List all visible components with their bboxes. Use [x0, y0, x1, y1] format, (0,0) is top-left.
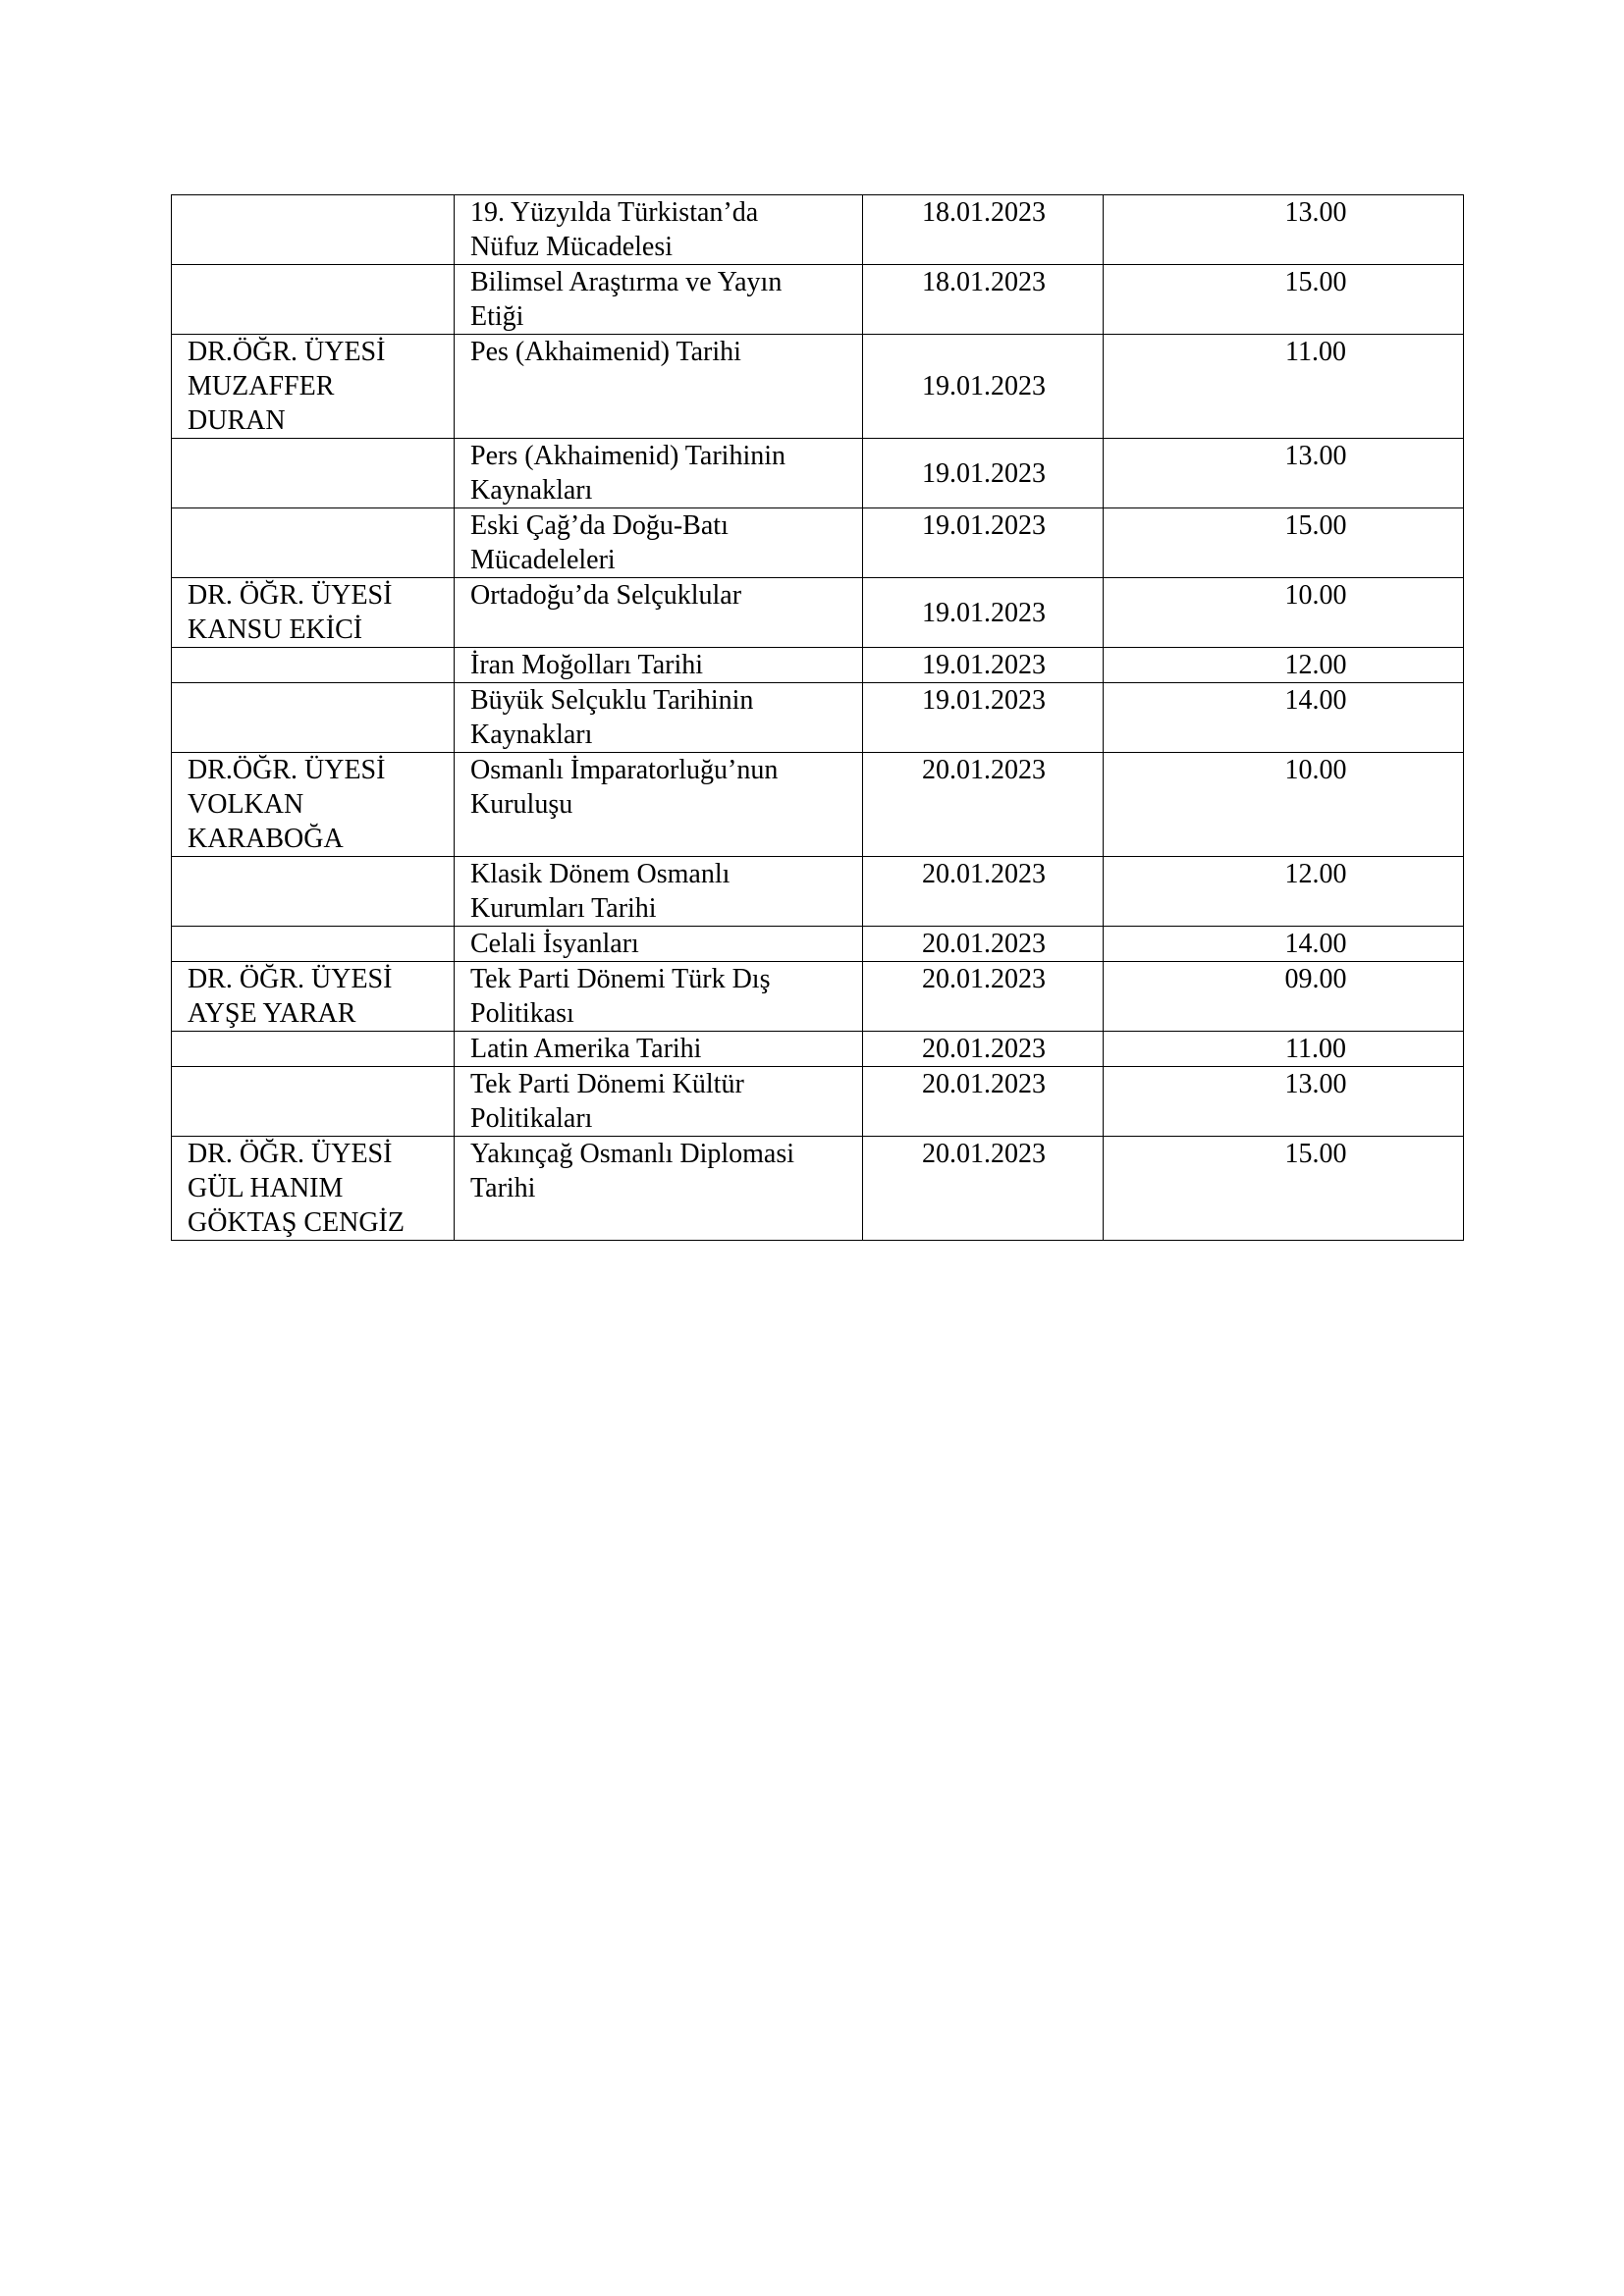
instructor-cell: [172, 1067, 455, 1137]
table-row: [172, 335, 1464, 439]
time-cell: 10.00: [1104, 578, 1464, 648]
instructor-cell: DR.ÖĞR. ÜYESİ VOLKAN KARABOĞA: [172, 753, 455, 857]
date-cell: 19.01.2023: [863, 508, 1104, 578]
instructor-cell: DR. ÖĞR. ÜYESİ GÜL HANIM GÖKTAŞ CENGİZ: [172, 1137, 455, 1241]
time-cell: 11.00: [1104, 1032, 1464, 1067]
instructor-cell: DR. ÖĞR. ÜYESİ AYŞE YARAR: [172, 962, 455, 1032]
date-cell: 20.01.2023: [863, 1137, 1104, 1241]
table-row: [172, 648, 1464, 683]
date-cell: 20.01.2023: [863, 1067, 1104, 1137]
course-cell: Büyük Selçuklu Tarihinin Kaynakları: [455, 683, 863, 753]
course-cell: Pes (Akhaimenid) Tarihi: [455, 335, 863, 439]
date-cell: 19.01.2023: [863, 683, 1104, 753]
time-cell: 14.00: [1104, 927, 1464, 962]
course-cell: 19. Yüzyılda Türkistan’da Nüfuz Mücadelesi: [455, 195, 863, 265]
time-cell: 09.00: [1104, 962, 1464, 1032]
instructor-cell: DR. ÖĞR. ÜYESİ KANSU EKİCİ: [172, 578, 455, 648]
time-cell: 12.00: [1104, 648, 1464, 683]
instructor-cell: [172, 683, 455, 753]
instructor-cell: [172, 648, 455, 683]
time-cell: 13.00: [1104, 1067, 1464, 1137]
instructor-cell: [172, 265, 455, 335]
time-cell: 13.00: [1104, 195, 1464, 265]
table-row: [172, 439, 1464, 508]
table-row: [172, 753, 1464, 857]
table-row: [172, 195, 1464, 265]
table-row: [172, 508, 1464, 578]
instructor-cell: [172, 439, 455, 508]
date-cell: 20.01.2023: [863, 753, 1104, 857]
date-cell: 20.01.2023: [863, 857, 1104, 927]
instructor-cell: [172, 508, 455, 578]
time-cell: 14.00: [1104, 683, 1464, 753]
time-cell: 11.00: [1104, 335, 1464, 439]
course-cell: Yakınçağ Osmanlı Diplomasi Tarihi: [455, 1137, 863, 1241]
table-row: [172, 265, 1464, 335]
instructor-cell: [172, 1032, 455, 1067]
course-cell: Eski Çağ’da Doğu-Batı Mücadeleleri: [455, 508, 863, 578]
time-cell: 15.00: [1104, 1137, 1464, 1241]
date-cell: 18.01.2023: [863, 265, 1104, 335]
time-cell: 12.00: [1104, 857, 1464, 927]
course-cell: İran Moğolları Tarihi: [455, 648, 863, 683]
course-cell: Klasik Dönem Osmanlı Kurumları Tarihi: [455, 857, 863, 927]
table-row: [172, 962, 1464, 1032]
date-cell: 19.01.2023: [863, 439, 1104, 508]
course-cell: Bilimsel Araştırma ve Yayın Etiği: [455, 265, 863, 335]
date-cell: 20.01.2023: [863, 1032, 1104, 1067]
time-cell: 15.00: [1104, 265, 1464, 335]
instructor-cell: DR.ÖĞR. ÜYESİ MUZAFFER DURAN: [172, 335, 455, 439]
course-cell: Tek Parti Dönemi Türk Dış Politikası: [455, 962, 863, 1032]
table-row: [172, 1137, 1464, 1241]
table-row: [172, 1032, 1464, 1067]
course-cell: Osmanlı İmparatorluğu’nun Kuruluşu: [455, 753, 863, 857]
time-cell: 13.00: [1104, 439, 1464, 508]
date-cell: 20.01.2023: [863, 962, 1104, 1032]
date-cell: 19.01.2023: [863, 578, 1104, 648]
table-row: [172, 578, 1464, 648]
table-row: [172, 1067, 1464, 1137]
course-cell: Tek Parti Dönemi Kültür Politikaları: [455, 1067, 863, 1137]
date-cell: 18.01.2023: [863, 195, 1104, 265]
course-cell: Celali İsyanları: [455, 927, 863, 962]
course-cell: Pers (Akhaimenid) Tarihinin Kaynakları: [455, 439, 863, 508]
course-cell: Latin Amerika Tarihi: [455, 1032, 863, 1067]
table-row: [172, 683, 1464, 753]
exam-schedule-table: [171, 194, 1464, 1241]
instructor-cell: [172, 857, 455, 927]
table-row: [172, 857, 1464, 927]
table-row: [172, 927, 1464, 962]
date-cell: 19.01.2023: [863, 648, 1104, 683]
instructor-cell: [172, 195, 455, 265]
time-cell: 15.00: [1104, 508, 1464, 578]
time-cell: 10.00: [1104, 753, 1464, 857]
date-cell: 20.01.2023: [863, 927, 1104, 962]
instructor-cell: [172, 927, 455, 962]
date-cell: 19.01.2023: [863, 335, 1104, 439]
course-cell: Ortadoğu’da Selçuklular: [455, 578, 863, 648]
